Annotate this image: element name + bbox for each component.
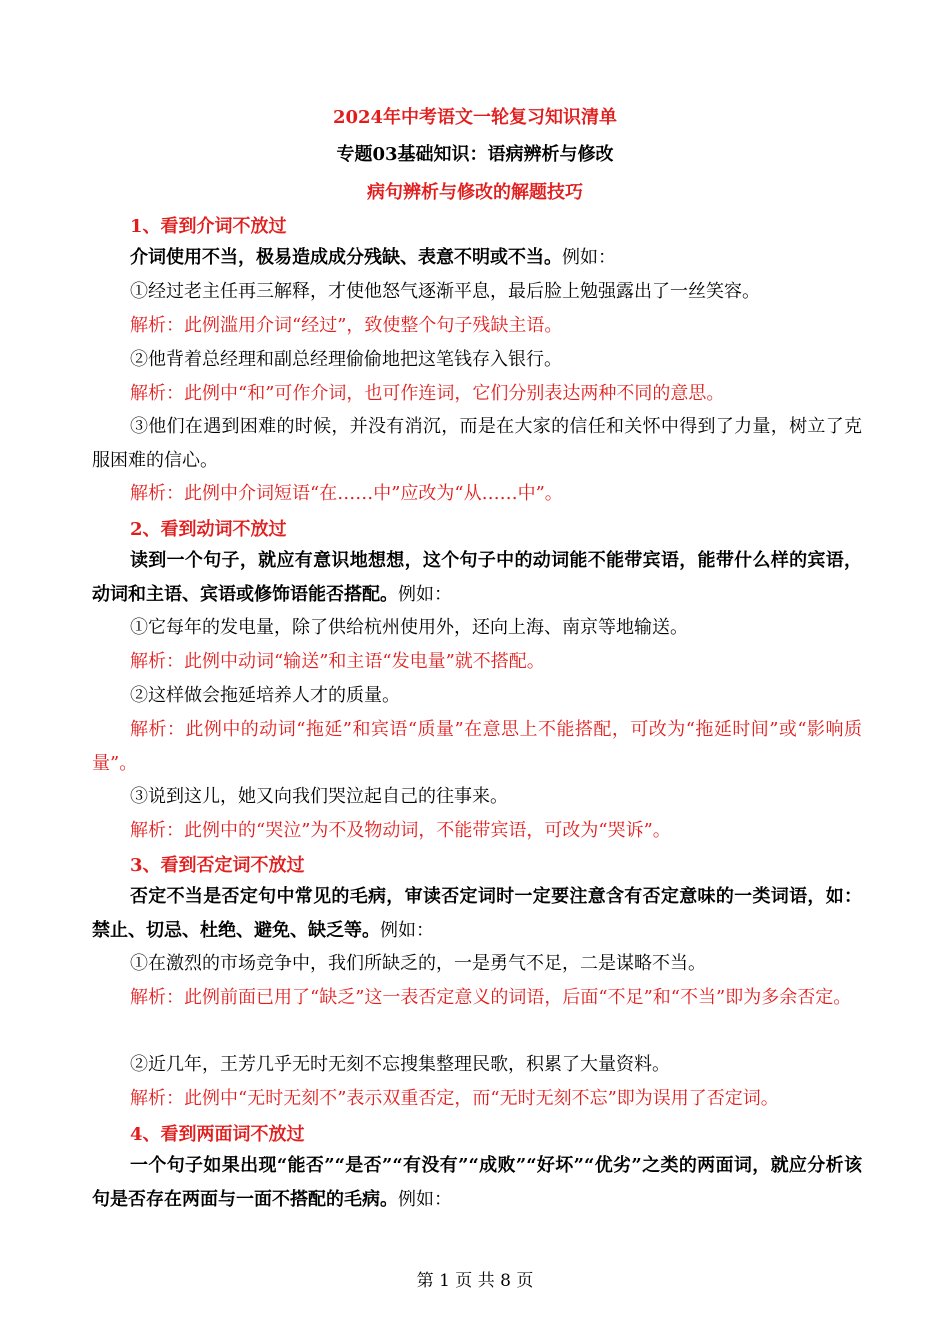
example-sentence: ②他背着总经理和副总经理偷偷地把这笔钱存入银行。	[130, 349, 562, 370]
analysis-text: 解析：此例中动词“输送”和主语“发电量”就不搭配。	[130, 651, 545, 672]
intro-bold-text: 读到一个句子，就应有意识地想想，这个句子中的动词能不能带宾语，能带什么样的宾语，动词和主语、宾语或修饰语能否搭配。	[92, 550, 862, 605]
example-sentence: ③他们在遇到困难的时候，并没有消沉，而是在大家的信任和关怀中得到了力量，树立了克服困难的信心。	[92, 416, 862, 471]
heading-verbs: 2、看到动词不放过	[130, 519, 287, 540]
document-subtitle: 专题03基础知识：语病辨析与修改	[336, 144, 614, 165]
heading-prepositions: 1、看到介词不放过	[130, 216, 287, 237]
intro-paragraph	[92, 544, 862, 612]
intro-paragraph	[92, 880, 862, 948]
document-title: 2024年中考语文一轮复习知识清单	[332, 107, 618, 128]
analysis-text: 解析：此例滥用介词“经过”，致使整个句子残缺主语。	[130, 315, 563, 336]
section-title: 病句辨析与修改的解题技巧	[367, 182, 583, 203]
analysis-text: 解析：此例中介词短语“在……中”应改为“从……中”。	[130, 483, 563, 504]
intro-paragraph	[92, 1149, 862, 1217]
intro-bold-text: 一个句子如果出现“能否”“是否”“有没有”“成败”“好坏”“优劣”之类的两面词，就应分析该句是否存在两面与一面不搭配的毛病。	[92, 1155, 862, 1210]
intro-paragraph	[92, 241, 862, 275]
intro-bold-text: 介词使用不当，极易造成成分残缺、表意不明或不当。	[130, 247, 562, 268]
intro-tail-text: 例如：	[562, 247, 616, 268]
heading-two-sided-words: 4、看到两面词不放过	[130, 1124, 305, 1145]
example-sentence: ②这样做会拖延培养人才的质量。	[130, 685, 400, 706]
example-sentence: ①经过老主任再三解释，才使他怒气逐渐平息，最后脸上勉强露出了一丝笑容。	[130, 281, 760, 302]
analysis-text: 解析：此例中“和”可作介词，也可作连词，它们分别表达两种不同的意思。	[130, 383, 725, 404]
analysis-text: 解析：此例中“无时无刻不”表示双重否定，而“无时无刻不忘”即为误用了否定词。	[130, 1088, 779, 1109]
analysis-text: 解析：此例中的“哭泣”为不及物动词，不能带宾语，可改为“哭诉”。	[130, 820, 671, 841]
intro-tail-text: 例如：	[380, 920, 434, 941]
example-sentence: ①在激烈的市场竞争中，我们所缺乏的，一是勇气不足，二是谋略不当。	[130, 953, 706, 974]
intro-tail-text: 例如：	[398, 584, 452, 605]
intro-bold-text: 否定不当是否定句中常见的毛病，审读否定词时一定要注意含有否定意味的一类词语，如：禁止、切忌、杜绝、避免、缺乏等。	[92, 886, 862, 941]
example-sentence: ③说到这儿，她又向我们哭泣起自己的往事来。	[130, 786, 508, 807]
heading-negation: 3、看到否定词不放过	[130, 855, 305, 876]
page-number-footer: 第 1 页 共 8 页	[416, 1271, 534, 1291]
example-sentence: ②近几年，王芳几乎无时无刻不忘搜集整理民歌，积累了大量资料。	[130, 1054, 670, 1075]
analysis-text: 解析：此例前面已用了“缺乏”这一表否定意义的词语，后面“不足”和“不当”即为多余否定。	[130, 987, 852, 1008]
example-sentence: ①它每年的发电量，除了供给杭州使用外，还向上海、南京等地输送。	[130, 617, 688, 638]
analysis-text: 解析：此例中的动词“拖延”和宾语“质量”在意思上不能搭配，可改为“拖延时间”或“影响质量”。	[92, 719, 862, 774]
intro-tail-text: 例如：	[398, 1189, 452, 1210]
